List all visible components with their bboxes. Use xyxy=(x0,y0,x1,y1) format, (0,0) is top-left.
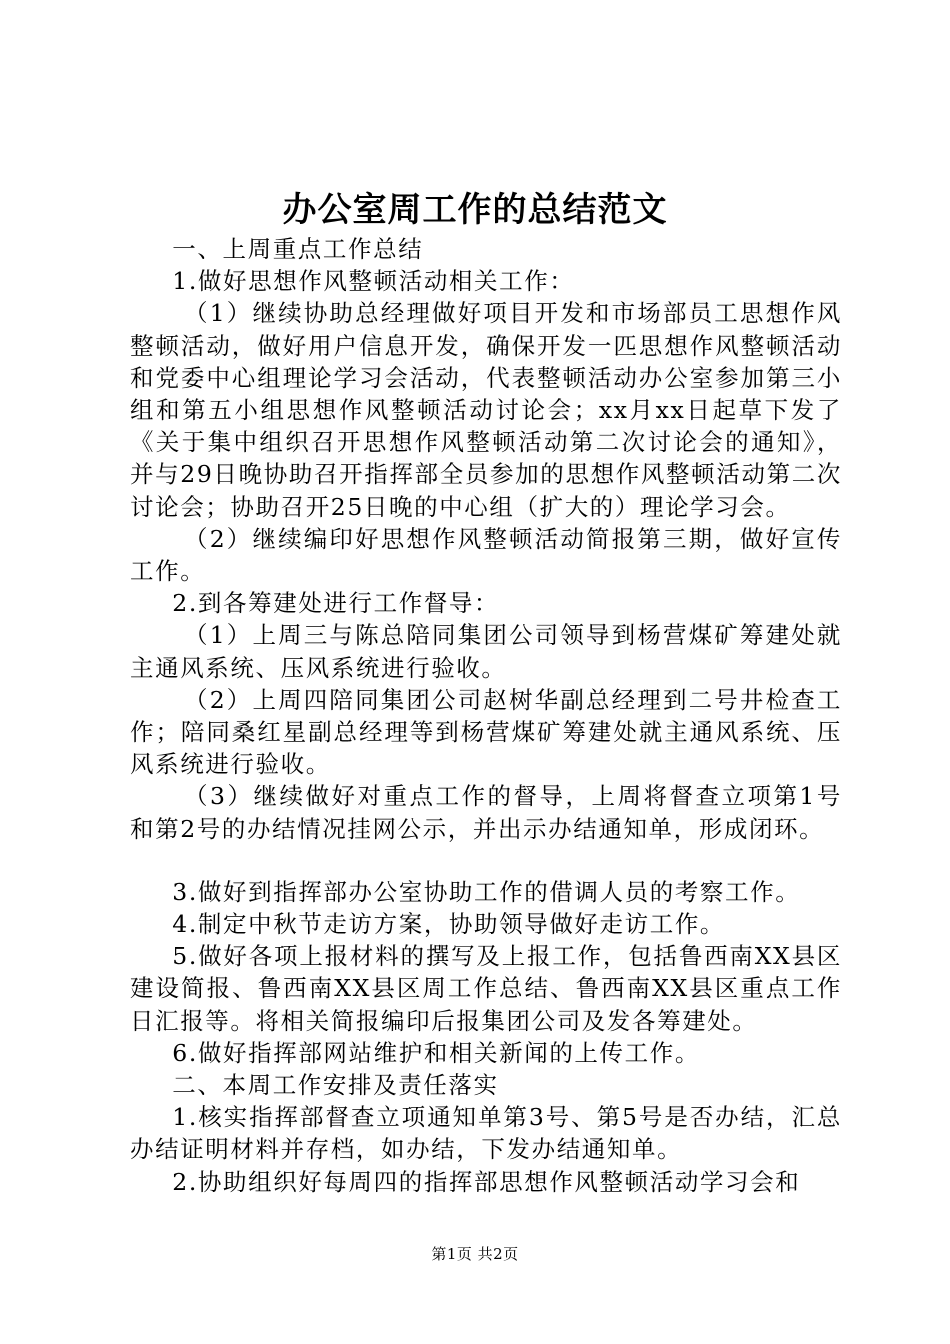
section-heading: 二、本周工作安排及责任落实 xyxy=(172,1071,499,1100)
page-footer: 第1页 共2页 xyxy=(431,1245,519,1263)
paragraph: 1.做好思想作风整顿活动相关工作： xyxy=(172,267,575,296)
section-heading: 一、上周重点工作总结 xyxy=(172,235,424,263)
paragraph: （1）继续协助总经理做好项目开发和市场部员工思想作风整顿活动，做好用户信息开发，确保开发一匹思想作风整顿活动和党委中心组理论学习会活动，代表整顿活动办公室参加第三小组和第五小组思想作风整顿活动讨论会；xx月xx日起草下发了《关于集中组织召开思想作风整顿活动第二次讨论会的通知》，并与29日晚协助召开指挥部全员参加的思想作风整顿活动第二次讨论会；协助召开25日晚的中心组（扩大的）理论学习会。 xyxy=(130,299,842,521)
paragraph: （2）继续编印好思想作风整顿活动简报第三期，做好宣传工作。 xyxy=(130,524,842,586)
paragraph: （3）继续做好对重点工作的督导，上周将督查立项第1号和第2号的办结情况挂网公示，并出示办结通知单，形成闭环。 xyxy=(130,782,842,843)
paragraph: 2.到各筹建处进行工作督导： xyxy=(172,589,500,618)
paragraph: 1.核实指挥部督查立项通知单第3号、第5号是否办结，汇总办结证明材料并存档，如办结，下发办结通知单。 xyxy=(130,1103,842,1164)
paragraph: 3.做好到指挥部办公室协助工作的借调人员的考察工作。 xyxy=(172,877,801,906)
paragraph: 6.做好指挥部网站维护和相关新闻的上传工作。 xyxy=(172,1038,700,1067)
paragraph: 4.制定中秋节走访方案，协助领导做好走访工作。 xyxy=(172,910,726,939)
paragraph: （1）上周三与陈总陪同集团公司领导到杨营煤矿筹建处就主通风系统、压风系统进行验收。 xyxy=(130,621,842,682)
document-title: 办公室周工作的总结范文 xyxy=(282,190,668,230)
paragraph: （2）上周四陪同集团公司赵树华副总经理到二号井检查工作；陪同桑红星副总经理等到杨营煤矿筹建处就主通风系统、压风系统进行验收。 xyxy=(130,685,842,779)
paragraph: 5.做好各项上报材料的撰写及上报工作，包括鲁西南XX县区建设简报、鲁西南XX县区周工作总结、鲁西南XX县区重点工作日汇报等。将相关简报编印后报集团公司及发各筹建处。 xyxy=(130,942,842,1035)
document-body xyxy=(130,233,842,1198)
paragraph: 2.协助组织好每周四的指挥部思想作风整顿活动学习会和 xyxy=(172,1167,801,1196)
